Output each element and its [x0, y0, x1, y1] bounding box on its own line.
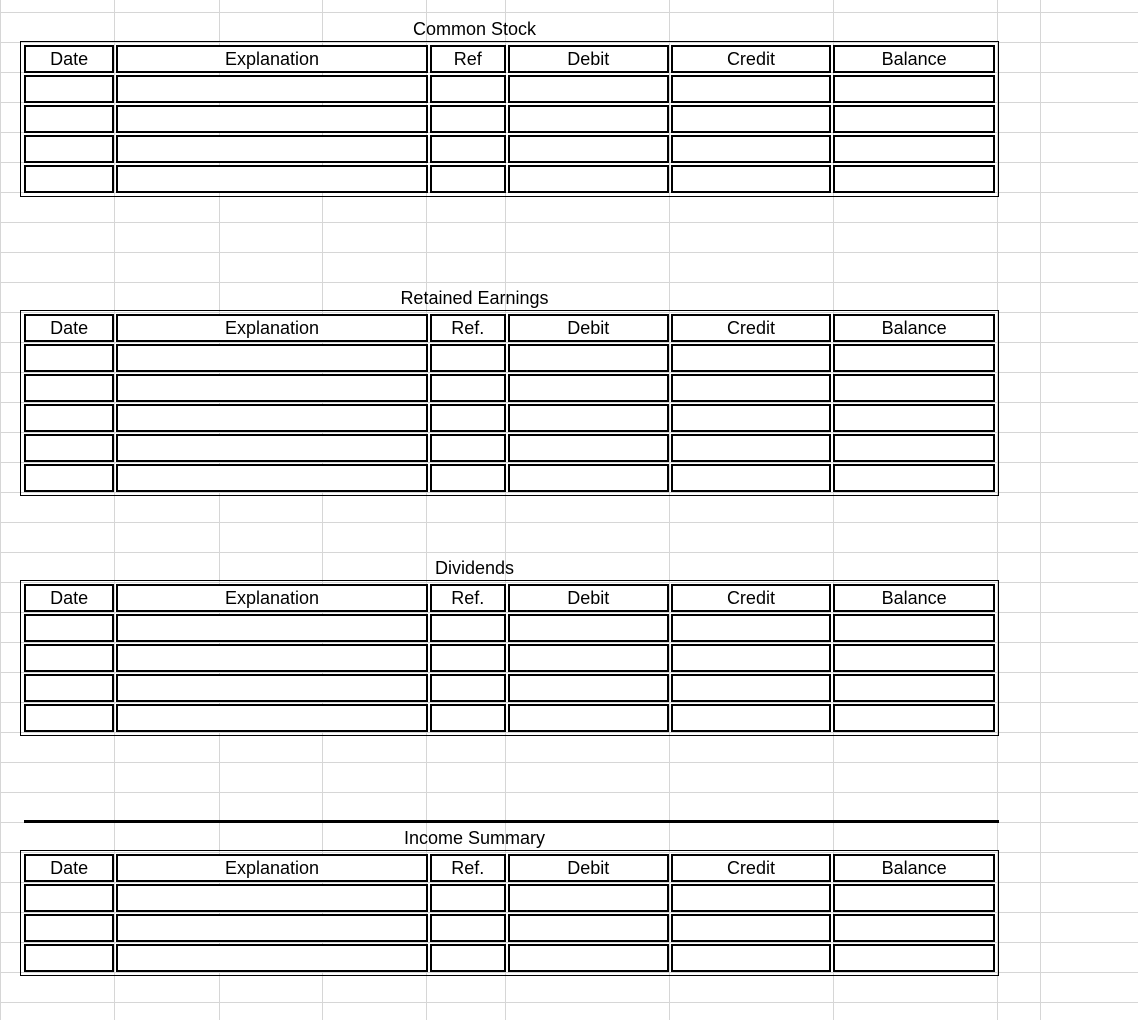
ledger-title: Retained Earnings: [400, 288, 549, 308]
debit-cell[interactable]: [508, 704, 669, 732]
balance-cell[interactable]: [833, 884, 995, 912]
ref-cell[interactable]: [430, 674, 506, 702]
explanation-cell[interactable]: [116, 704, 427, 732]
balance-cell[interactable]: [833, 165, 995, 193]
ledger-body: [24, 344, 995, 492]
balance-cell[interactable]: [833, 404, 995, 432]
ledger-table: [20, 850, 999, 976]
credit-cell[interactable]: [671, 374, 832, 402]
entry-row: [24, 105, 995, 133]
header-credit: Credit: [671, 854, 832, 882]
debit-cell[interactable]: [508, 344, 669, 372]
account-table: [22, 582, 997, 734]
header-row: [24, 314, 995, 342]
explanation-cell[interactable]: [116, 135, 427, 163]
credit-cell[interactable]: [671, 165, 832, 193]
header-credit: Credit: [671, 584, 832, 612]
header-balance: Balance: [833, 314, 995, 342]
debit-cell[interactable]: [508, 165, 669, 193]
header-debit: Debit: [508, 45, 669, 73]
ref-cell[interactable]: [430, 344, 506, 372]
balance-cell[interactable]: [833, 344, 995, 372]
debit-cell[interactable]: [508, 135, 669, 163]
credit-cell[interactable]: [671, 674, 832, 702]
ledger-title: Income Summary: [403, 828, 546, 848]
ledger-table: [20, 580, 999, 736]
ref-cell[interactable]: [430, 404, 506, 432]
explanation-cell[interactable]: [116, 464, 427, 492]
date-cell[interactable]: [24, 464, 114, 492]
entry-row: [24, 644, 995, 672]
date-cell[interactable]: [24, 674, 114, 702]
date-cell[interactable]: [24, 135, 114, 163]
date-cell[interactable]: [24, 165, 114, 193]
ref-cell[interactable]: [430, 704, 506, 732]
balance-cell[interactable]: [833, 944, 995, 972]
explanation-cell[interactable]: [116, 105, 427, 133]
credit-cell[interactable]: [671, 75, 832, 103]
header-debit: Debit: [508, 854, 669, 882]
entry-row: [24, 464, 995, 492]
explanation-cell[interactable]: [116, 165, 427, 193]
date-cell[interactable]: [24, 374, 114, 402]
credit-cell[interactable]: [671, 135, 832, 163]
header-debit: Debit: [508, 584, 669, 612]
debit-cell[interactable]: [508, 674, 669, 702]
account-table: [22, 43, 997, 195]
ref-cell[interactable]: [430, 165, 506, 193]
debit-cell[interactable]: [508, 614, 669, 642]
explanation-cell[interactable]: [116, 404, 427, 432]
date-cell[interactable]: [24, 704, 114, 732]
debit-cell[interactable]: [508, 434, 669, 462]
date-cell[interactable]: [24, 644, 114, 672]
date-cell[interactable]: [24, 884, 114, 912]
explanation-cell[interactable]: [116, 75, 427, 103]
date-cell[interactable]: [24, 75, 114, 103]
debit-cell[interactable]: [508, 644, 669, 672]
entry-row: [24, 344, 995, 372]
account-table: [22, 312, 997, 494]
ledger-title: Dividends: [434, 558, 515, 578]
entry-row: [24, 75, 995, 103]
ref-cell[interactable]: [430, 614, 506, 642]
debit-cell[interactable]: [508, 944, 669, 972]
account-table: [22, 852, 997, 974]
credit-cell[interactable]: [671, 914, 832, 942]
explanation-cell[interactable]: [116, 644, 427, 672]
ref-cell[interactable]: [430, 914, 506, 942]
entry-row: [24, 944, 995, 972]
explanation-cell[interactable]: [116, 944, 427, 972]
credit-cell[interactable]: [671, 614, 832, 642]
ref-cell[interactable]: [430, 434, 506, 462]
header-ref: Ref.: [430, 854, 506, 882]
header-row: [24, 45, 995, 73]
entry-row: [24, 614, 995, 642]
ledger-body: [24, 884, 995, 972]
credit-cell[interactable]: [671, 704, 832, 732]
entry-row: [24, 884, 995, 912]
balance-cell[interactable]: [833, 135, 995, 163]
entry-row: [24, 404, 995, 432]
credit-cell[interactable]: [671, 344, 832, 372]
explanation-cell[interactable]: [116, 914, 427, 942]
ledger-body: [24, 614, 995, 732]
date-cell[interactable]: [24, 105, 114, 133]
header-date: Date: [24, 314, 114, 342]
header-date: Date: [24, 584, 114, 612]
header-explanation: Explanation: [116, 45, 427, 73]
explanation-cell[interactable]: [116, 884, 427, 912]
grid-column-line: [1040, 0, 1041, 1020]
ledger-table: [20, 41, 999, 197]
explanation-cell[interactable]: [116, 674, 427, 702]
entry-row: [24, 374, 995, 402]
entry-row: [24, 704, 995, 732]
header-row: [24, 584, 995, 612]
debit-cell[interactable]: [508, 374, 669, 402]
debit-cell[interactable]: [508, 105, 669, 133]
header-row: [24, 854, 995, 882]
header-ref: Ref.: [430, 314, 506, 342]
ledger-title: Common Stock: [412, 19, 537, 39]
header-ref: Ref: [430, 45, 506, 73]
header-date: Date: [24, 45, 114, 73]
balance-cell[interactable]: [833, 374, 995, 402]
debit-cell[interactable]: [508, 884, 669, 912]
header-balance: Balance: [833, 854, 995, 882]
date-cell[interactable]: [24, 344, 114, 372]
balance-cell[interactable]: [833, 464, 995, 492]
balance-cell[interactable]: [833, 434, 995, 462]
explanation-cell[interactable]: [116, 614, 427, 642]
header-explanation: Explanation: [116, 584, 427, 612]
header-ref: Ref.: [430, 584, 506, 612]
balance-cell[interactable]: [833, 75, 995, 103]
date-cell[interactable]: [24, 434, 114, 462]
entry-row: [24, 434, 995, 462]
debit-cell[interactable]: [508, 75, 669, 103]
entry-row: [24, 165, 995, 193]
ref-cell[interactable]: [430, 105, 506, 133]
balance-cell[interactable]: [833, 105, 995, 133]
ref-cell[interactable]: [430, 644, 506, 672]
ledger-body: [24, 75, 995, 193]
credit-cell[interactable]: [671, 644, 832, 672]
header-debit: Debit: [508, 314, 669, 342]
entry-row: [24, 135, 995, 163]
ledger-table: [20, 310, 999, 496]
debit-cell[interactable]: [508, 464, 669, 492]
ref-cell[interactable]: [430, 75, 506, 103]
entry-row: [24, 914, 995, 942]
explanation-cell[interactable]: [116, 434, 427, 462]
header-date: Date: [24, 854, 114, 882]
header-balance: Balance: [833, 584, 995, 612]
header-credit: Credit: [671, 45, 832, 73]
ref-cell[interactable]: [430, 374, 506, 402]
balance-cell[interactable]: [833, 674, 995, 702]
date-cell[interactable]: [24, 944, 114, 972]
header-explanation: Explanation: [116, 314, 427, 342]
credit-cell[interactable]: [671, 434, 832, 462]
balance-cell[interactable]: [833, 914, 995, 942]
debit-cell[interactable]: [508, 914, 669, 942]
date-cell[interactable]: [24, 914, 114, 942]
credit-cell[interactable]: [671, 105, 832, 133]
credit-cell[interactable]: [671, 944, 832, 972]
balance-cell[interactable]: [833, 704, 995, 732]
balance-cell[interactable]: [833, 644, 995, 672]
explanation-cell[interactable]: [116, 344, 427, 372]
date-cell[interactable]: [24, 404, 114, 432]
header-credit: Credit: [671, 314, 832, 342]
credit-cell[interactable]: [671, 404, 832, 432]
ref-cell[interactable]: [430, 944, 506, 972]
balance-cell[interactable]: [833, 614, 995, 642]
entry-row: [24, 674, 995, 702]
ref-cell[interactable]: [430, 464, 506, 492]
date-cell[interactable]: [24, 614, 114, 642]
credit-cell[interactable]: [671, 464, 832, 492]
divider-rule: [24, 820, 999, 823]
debit-cell[interactable]: [508, 404, 669, 432]
header-explanation: Explanation: [116, 854, 427, 882]
explanation-cell[interactable]: [116, 374, 427, 402]
header-balance: Balance: [833, 45, 995, 73]
ref-cell[interactable]: [430, 135, 506, 163]
credit-cell[interactable]: [671, 884, 832, 912]
ref-cell[interactable]: [430, 884, 506, 912]
